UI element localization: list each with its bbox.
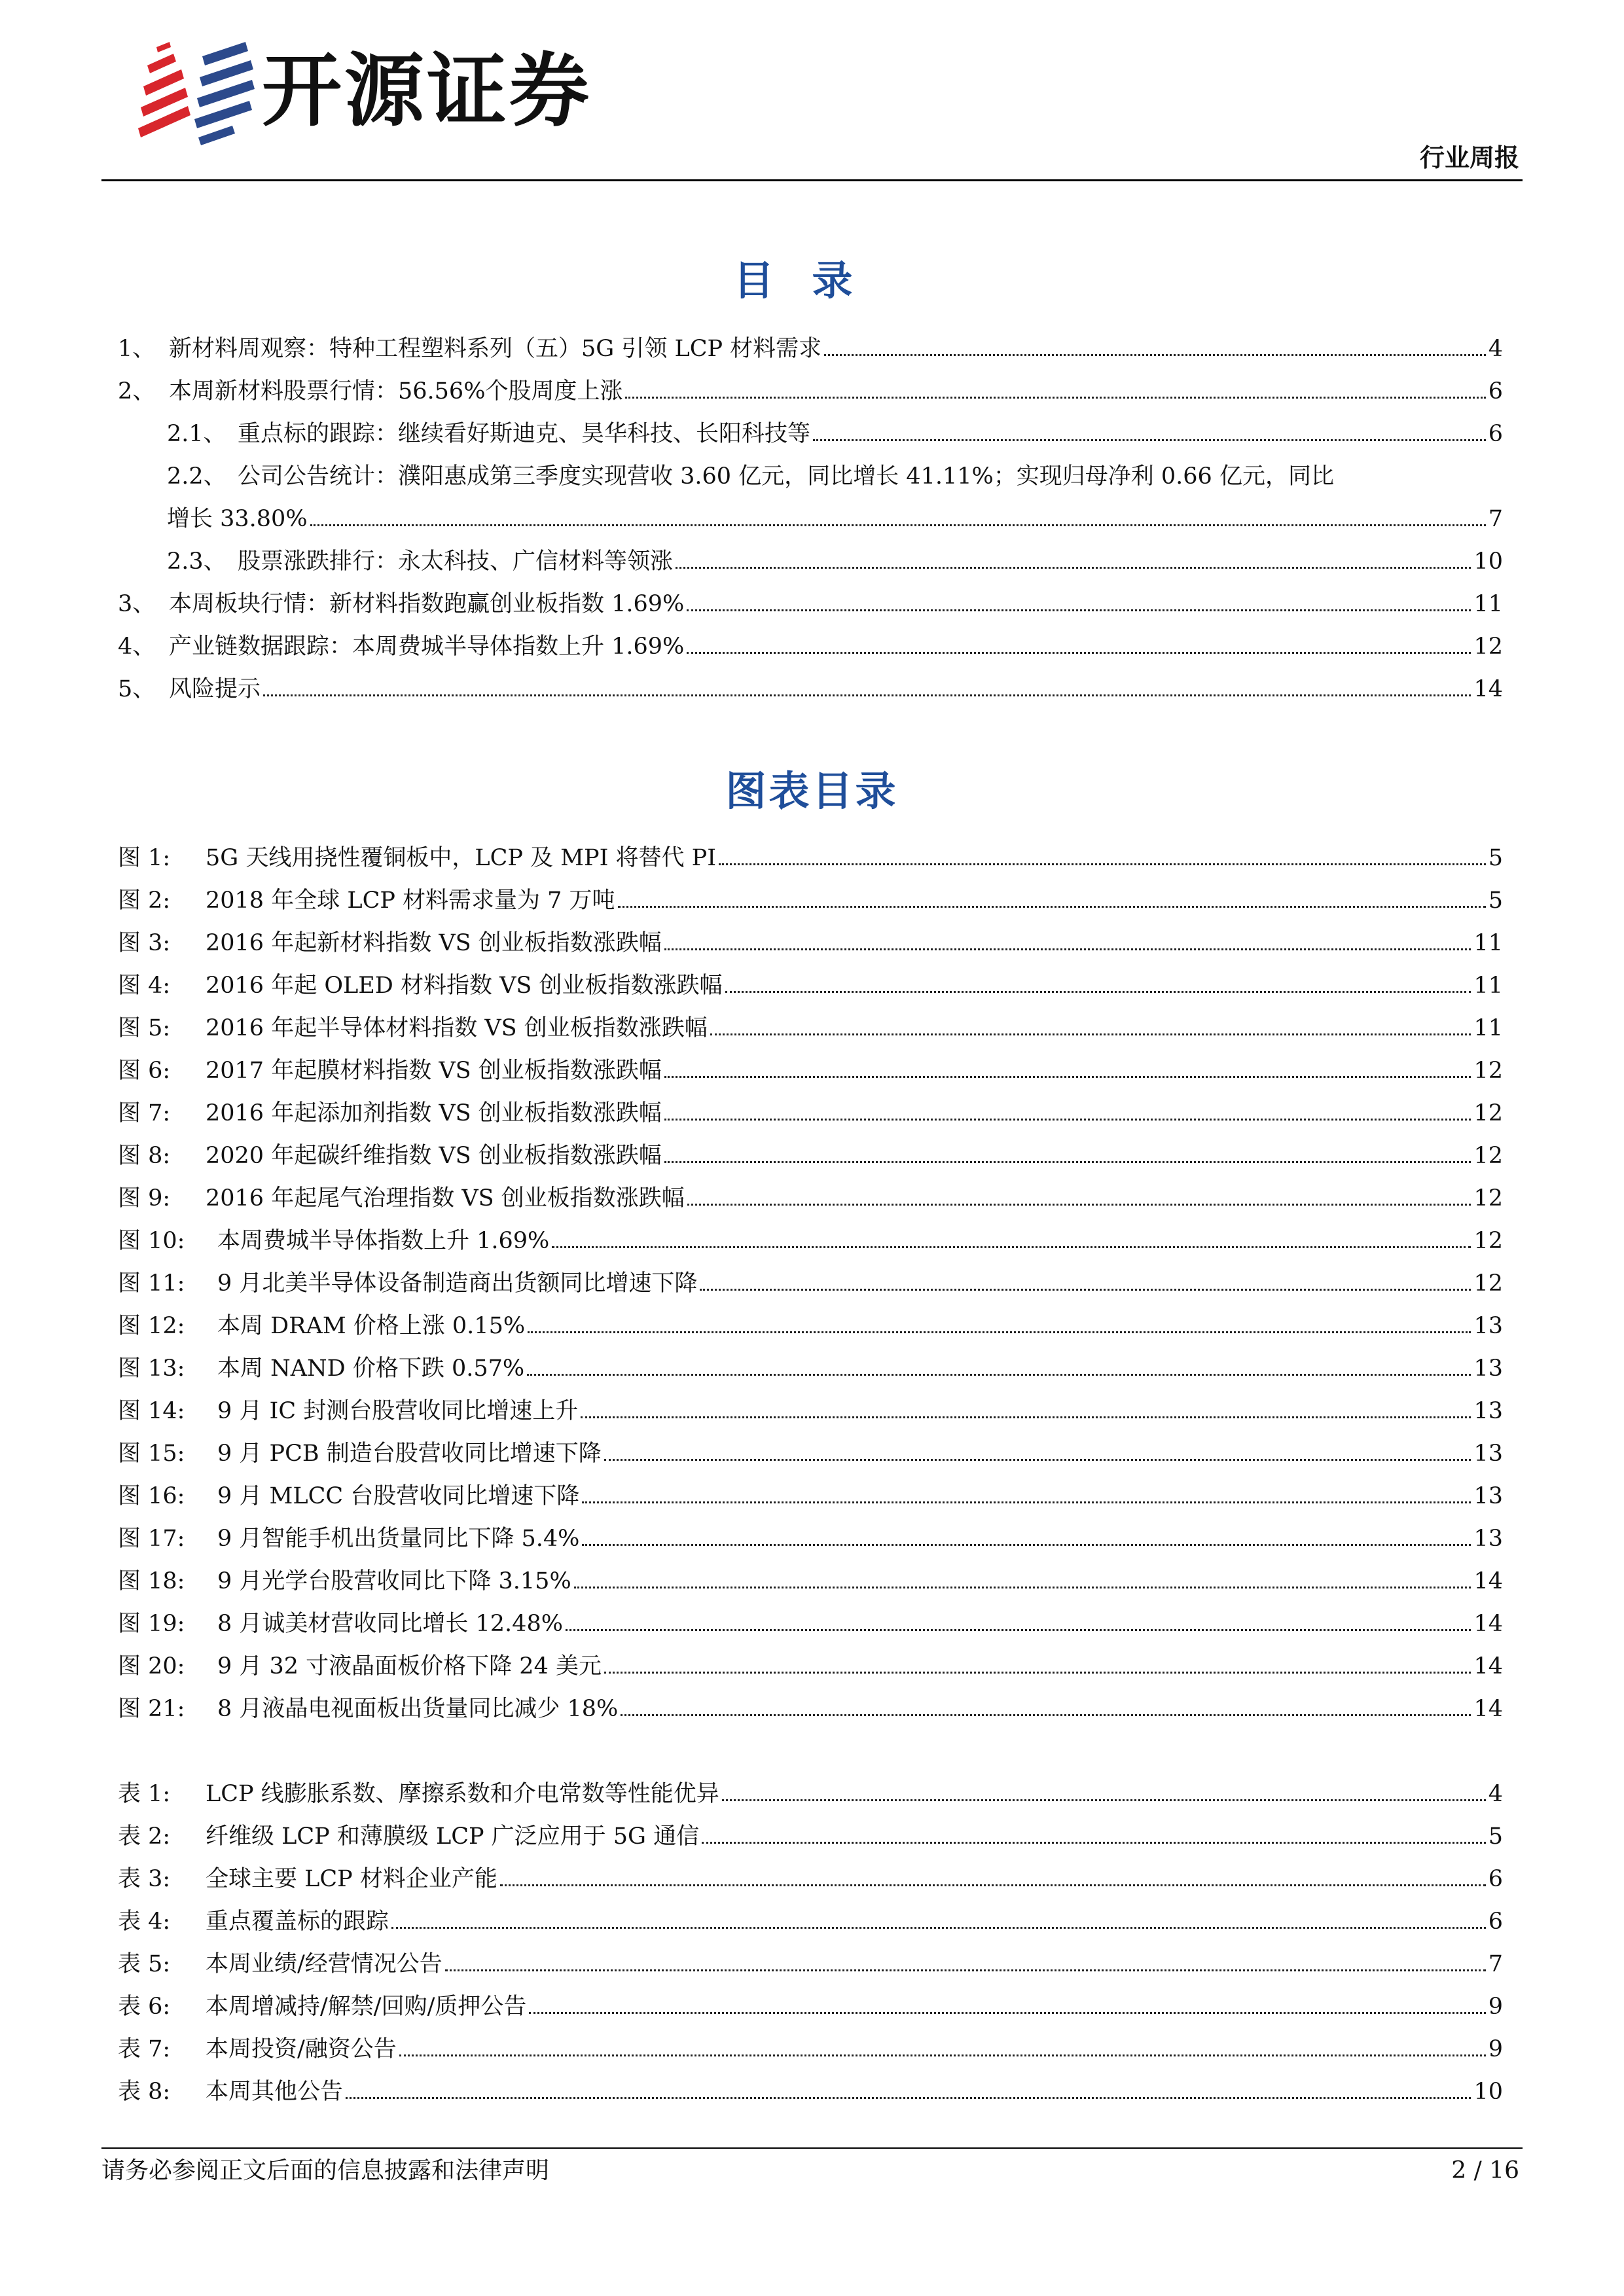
figure-number: 图 9: bbox=[118, 1185, 171, 1211]
figure-entry[interactable] bbox=[118, 1695, 1503, 1723]
figure-caption: 本周 DRAM 价格上涨 0.15% bbox=[217, 1313, 526, 1339]
figure-page: 14 bbox=[1473, 1653, 1503, 1679]
table-entry[interactable] bbox=[118, 1993, 1503, 2020]
figure-entry[interactable] bbox=[118, 972, 1503, 999]
table-entry[interactable] bbox=[118, 1950, 1503, 1978]
dot-leader bbox=[582, 1501, 1471, 1503]
dot-leader bbox=[399, 2054, 1486, 2056]
table-caption: 本周其他公告 bbox=[206, 2079, 344, 2105]
toc-entry[interactable] bbox=[118, 675, 1503, 703]
table-caption: 本周增减持/解禁/回购/质押公告 bbox=[206, 1994, 527, 2020]
dot-leader bbox=[263, 694, 1471, 696]
figure-page: 12 bbox=[1473, 1270, 1503, 1297]
figure-page: 13 bbox=[1473, 1526, 1503, 1552]
table-caption: 重点覆盖标的跟踪 bbox=[206, 1909, 389, 1935]
table-number: 表 6: bbox=[118, 1994, 171, 2020]
dot-leader bbox=[700, 1288, 1471, 1291]
figure-number: 图 14: bbox=[118, 1398, 185, 1424]
dot-leader bbox=[604, 1458, 1471, 1461]
figure-entry[interactable] bbox=[118, 929, 1503, 957]
figures-list-title: 图表目录 bbox=[725, 767, 899, 815]
dot-leader bbox=[687, 609, 1471, 611]
figure-page: 14 bbox=[1473, 1611, 1503, 1637]
table-caption: 全球主要 LCP 材料企业产能 bbox=[206, 1866, 497, 1892]
figure-caption: 2016 年起添加剂指数 VS 创业板指数涨跌幅 bbox=[206, 1100, 662, 1126]
figure-page: 14 bbox=[1473, 1696, 1503, 1722]
toc-entry-page: 14 bbox=[1473, 676, 1503, 702]
toc-entry[interactable] bbox=[118, 378, 1503, 405]
figure-number: 图 8: bbox=[118, 1143, 171, 1169]
toc-entry-number: 3、 bbox=[118, 591, 156, 617]
toc-entry[interactable] bbox=[118, 633, 1503, 660]
toc-entry-text: 本周板块行情：新材料指数跑赢创业板指数 1.69% bbox=[169, 591, 685, 617]
figure-page: 14 bbox=[1473, 1568, 1503, 1594]
figure-entry[interactable] bbox=[118, 1270, 1503, 1297]
figure-number: 图 11: bbox=[118, 1270, 185, 1297]
toc-entry-text-continued: 增长 33.80% bbox=[167, 506, 308, 532]
document-type-label: 行业周报 bbox=[1419, 143, 1519, 172]
dot-leader bbox=[310, 524, 1486, 526]
dot-leader bbox=[664, 1118, 1471, 1121]
dot-leader bbox=[719, 863, 1486, 865]
toc-entry-page: 12 bbox=[1473, 634, 1503, 660]
dot-leader bbox=[621, 1713, 1471, 1716]
figure-page: 12 bbox=[1473, 1185, 1503, 1211]
figure-number: 图 20: bbox=[118, 1653, 185, 1679]
toc-entry-number: 2.2、 bbox=[167, 463, 226, 490]
dot-leader bbox=[687, 1203, 1471, 1206]
figure-caption: 5G 天线用挠性覆铜板中，LCP 及 MPI 将替代 PI bbox=[206, 845, 717, 871]
table-page: 4 bbox=[1488, 1781, 1503, 1807]
figure-page: 13 bbox=[1473, 1483, 1503, 1509]
toc-entry-page: 7 bbox=[1488, 506, 1503, 532]
figure-caption: 本周 NAND 价格下跌 0.57% bbox=[217, 1355, 525, 1382]
table-entry[interactable] bbox=[118, 2036, 1503, 2063]
dot-leader bbox=[604, 1671, 1471, 1674]
dot-leader bbox=[702, 1841, 1486, 1844]
figure-page: 13 bbox=[1473, 1313, 1503, 1339]
figure-caption: 2016 年起 OLED 材料指数 VS 创业板指数涨跌幅 bbox=[206, 973, 723, 999]
figure-page: 11 bbox=[1473, 930, 1503, 956]
header-divider bbox=[101, 179, 1523, 181]
toc-entry-page: 10 bbox=[1473, 548, 1503, 575]
figure-entry[interactable] bbox=[118, 844, 1503, 872]
company-logo-icon bbox=[134, 39, 265, 151]
toc-entry-number: 4、 bbox=[118, 634, 156, 660]
toc-entry-page: 6 bbox=[1488, 378, 1503, 404]
brand-name: 开源证券 bbox=[262, 45, 592, 137]
figure-entry[interactable] bbox=[118, 1397, 1503, 1425]
dot-leader bbox=[725, 990, 1471, 993]
figure-caption: 9 月 PCB 制造台股营收同比增速下降 bbox=[217, 1441, 602, 1467]
dot-leader bbox=[391, 1926, 1486, 1929]
figure-entry[interactable] bbox=[118, 1355, 1503, 1382]
figure-number: 图 18: bbox=[118, 1568, 185, 1594]
figure-entry[interactable] bbox=[118, 1312, 1503, 1340]
figure-caption: 9 月 IC 封测台股营收同比增速上升 bbox=[217, 1398, 579, 1424]
figure-entry[interactable] bbox=[118, 1610, 1503, 1638]
figure-page: 12 bbox=[1473, 1058, 1503, 1084]
figure-number: 图 16: bbox=[118, 1483, 185, 1509]
table-number: 表 2: bbox=[118, 1823, 171, 1850]
figure-entry[interactable] bbox=[118, 1185, 1503, 1212]
figure-caption: 9 月 32 寸液晶面板价格下降 24 美元 bbox=[217, 1653, 602, 1679]
table-page: 9 bbox=[1488, 2036, 1503, 2062]
table-number: 表 5: bbox=[118, 1951, 171, 1977]
table-page: 10 bbox=[1473, 2079, 1503, 2105]
table-page: 6 bbox=[1488, 1909, 1503, 1935]
dot-leader bbox=[676, 566, 1471, 569]
table-entry[interactable] bbox=[118, 1908, 1503, 1935]
figure-number: 图 10: bbox=[118, 1228, 185, 1254]
dot-leader bbox=[625, 396, 1485, 399]
figure-entry[interactable] bbox=[118, 1440, 1503, 1467]
figure-entry[interactable] bbox=[118, 1525, 1503, 1552]
table-number: 表 3: bbox=[118, 1866, 171, 1892]
dot-leader bbox=[529, 2011, 1485, 2014]
toc-entry[interactable] bbox=[167, 548, 1503, 575]
figure-number: 图 6: bbox=[118, 1058, 171, 1084]
toc-title: 目录 bbox=[733, 257, 891, 304]
dot-leader bbox=[527, 1373, 1471, 1376]
figure-page: 13 bbox=[1473, 1398, 1503, 1424]
dot-leader bbox=[722, 1799, 1486, 1801]
table-entry[interactable] bbox=[118, 1865, 1503, 1893]
figure-caption: 2016 年起半导体材料指数 VS 创业板指数涨跌幅 bbox=[206, 1015, 708, 1041]
figure-number: 图 4: bbox=[118, 973, 171, 999]
dot-leader bbox=[664, 948, 1471, 950]
toc-entry-number: 2.1、 bbox=[167, 421, 226, 447]
disclaimer-note: 请务必参阅正文后面的信息披露和法律声明 bbox=[101, 2157, 550, 2184]
figure-caption: 8 月液晶电视面板出货量同比减少 18% bbox=[217, 1696, 619, 1722]
toc-entry[interactable] bbox=[167, 463, 1503, 490]
toc-entry-text: 新材料周观察：特种工程塑料系列（五）5G 引领 LCP 材料需求 bbox=[169, 336, 822, 362]
toc-entry[interactable] bbox=[167, 420, 1503, 448]
toc-entry-text: 公司公告统计：濮阳惠成第三季度实现营收 3.60 亿元，同比增长 41.11%；实现归母净利 0.66 亿元，同比 bbox=[238, 463, 1334, 490]
toc-entry-page: 4 bbox=[1488, 336, 1503, 362]
dot-leader bbox=[824, 353, 1486, 356]
toc-entry-continuation[interactable] bbox=[167, 505, 1503, 533]
table-page: 6 bbox=[1488, 1866, 1503, 1892]
toc-entry-text: 重点标的跟踪：继续看好斯迪克、昊华科技、长阳科技等 bbox=[238, 421, 811, 447]
figure-number: 图 17: bbox=[118, 1526, 185, 1552]
figure-caption: 2018 年全球 LCP 材料需求量为 7 万吨 bbox=[206, 888, 615, 914]
figure-entry[interactable] bbox=[118, 1057, 1503, 1085]
figure-number: 图 5: bbox=[118, 1015, 171, 1041]
figure-caption: 9 月智能手机出货量同比下降 5.4% bbox=[217, 1526, 580, 1552]
table-caption: 纤维级 LCP 和薄膜级 LCP 广泛应用于 5G 通信 bbox=[206, 1823, 700, 1850]
figure-entry[interactable] bbox=[118, 1482, 1503, 1510]
figure-caption: 2020 年起碳纤维指数 VS 创业板指数涨跌幅 bbox=[206, 1143, 662, 1169]
table-page: 9 bbox=[1488, 1994, 1503, 2020]
figure-entry[interactable] bbox=[118, 1227, 1503, 1255]
toc-entry-number: 5、 bbox=[118, 676, 156, 702]
figure-number: 图 7: bbox=[118, 1100, 171, 1126]
dot-leader bbox=[813, 439, 1486, 441]
page-header bbox=[0, 0, 1624, 183]
figure-entry[interactable] bbox=[118, 1014, 1503, 1042]
figure-entry[interactable] bbox=[118, 1142, 1503, 1170]
figure-page: 5 bbox=[1488, 888, 1503, 914]
figure-number: 图 21: bbox=[118, 1696, 185, 1722]
table-number: 表 1: bbox=[118, 1781, 171, 1807]
figure-page: 11 bbox=[1473, 973, 1503, 999]
table-entry[interactable] bbox=[118, 1780, 1503, 1808]
toc-entry-number: 2.3、 bbox=[167, 548, 226, 575]
table-caption: 本周业绩/经营情况公告 bbox=[206, 1951, 442, 1977]
table-page: 7 bbox=[1488, 1951, 1503, 1977]
toc-entry-text: 产业链数据跟踪：本周费城半导体指数上升 1.69% bbox=[169, 634, 685, 660]
figure-caption: 2016 年起尾气治理指数 VS 创业板指数涨跌幅 bbox=[206, 1185, 685, 1211]
figure-caption: 2016 年起新材料指数 VS 创业板指数涨跌幅 bbox=[206, 930, 662, 956]
table-number: 表 7: bbox=[118, 2036, 171, 2062]
table-number: 表 8: bbox=[118, 2079, 171, 2105]
figure-entry[interactable] bbox=[118, 1100, 1503, 1127]
table-entry[interactable] bbox=[118, 1823, 1503, 1850]
footer-divider bbox=[101, 2147, 1523, 2149]
dot-leader bbox=[582, 1543, 1471, 1546]
toc-entry-text: 本周新材料股票行情：56.56%个股周度上涨 bbox=[169, 378, 623, 404]
dot-leader bbox=[528, 1331, 1471, 1333]
figure-caption: 2017 年起膜材料指数 VS 创业板指数涨跌幅 bbox=[206, 1058, 662, 1084]
dot-leader bbox=[566, 1628, 1471, 1631]
figure-page: 13 bbox=[1473, 1355, 1503, 1382]
figure-entry[interactable] bbox=[118, 887, 1503, 914]
toc-entry-number: 2、 bbox=[118, 378, 156, 404]
table-caption: LCP 线膨胀系数、摩擦系数和介电常数等性能优异 bbox=[206, 1781, 719, 1807]
figure-number: 图 13: bbox=[118, 1355, 185, 1382]
dot-leader bbox=[581, 1416, 1471, 1418]
figure-page: 12 bbox=[1473, 1100, 1503, 1126]
figure-entry[interactable] bbox=[118, 1568, 1503, 1595]
dot-leader bbox=[346, 2096, 1471, 2099]
toc-entry-page: 6 bbox=[1488, 421, 1503, 447]
toc-entry[interactable] bbox=[118, 590, 1503, 618]
figure-number: 图 3: bbox=[118, 930, 171, 956]
dot-leader bbox=[664, 1160, 1471, 1163]
figure-number: 图 12: bbox=[118, 1313, 185, 1339]
dot-leader bbox=[618, 905, 1486, 908]
toc-entry[interactable] bbox=[118, 335, 1503, 363]
figure-page: 5 bbox=[1488, 845, 1503, 871]
figure-entry[interactable] bbox=[118, 1653, 1503, 1680]
figure-page: 13 bbox=[1473, 1441, 1503, 1467]
page-indicator: 2 / 16 bbox=[1451, 2157, 1519, 2184]
table-caption: 本周投资/融资公告 bbox=[206, 2036, 397, 2062]
figure-caption: 本周费城半导体指数上升 1.69% bbox=[217, 1228, 550, 1254]
figure-page: 11 bbox=[1473, 1015, 1503, 1041]
toc-entry-text: 股票涨跌排行：永太科技、广信材料等领涨 bbox=[238, 548, 674, 575]
toc-entry-page: 11 bbox=[1473, 591, 1503, 617]
figure-number: 图 2: bbox=[118, 888, 171, 914]
dot-leader bbox=[710, 1033, 1471, 1035]
table-number: 表 4: bbox=[118, 1909, 171, 1935]
figure-number: 图 19: bbox=[118, 1611, 185, 1637]
dot-leader bbox=[687, 651, 1471, 654]
figure-caption: 9 月北美半导体设备制造商出货额同比增速下降 bbox=[217, 1270, 698, 1297]
figure-page: 12 bbox=[1473, 1143, 1503, 1169]
figure-caption: 8 月诚美材营收同比增长 12.48% bbox=[217, 1611, 563, 1637]
figure-number: 图 1: bbox=[118, 845, 171, 871]
toc-entry-text: 风险提示 bbox=[169, 676, 261, 702]
table-page: 5 bbox=[1488, 1823, 1503, 1850]
figure-page: 12 bbox=[1473, 1228, 1503, 1254]
dot-leader bbox=[574, 1586, 1471, 1588]
toc-entry-number: 1、 bbox=[118, 336, 156, 362]
dot-leader bbox=[664, 1075, 1471, 1078]
figure-caption: 9 月光学台股营收同比下降 3.15% bbox=[217, 1568, 571, 1594]
dot-leader bbox=[445, 1969, 1486, 1971]
figure-caption: 9 月 MLCC 台股营收同比增速下降 bbox=[217, 1483, 580, 1509]
dot-leader bbox=[500, 1884, 1486, 1886]
dot-leader bbox=[552, 1246, 1471, 1248]
figure-number: 图 15: bbox=[118, 1441, 185, 1467]
table-entry[interactable] bbox=[118, 2078, 1503, 2106]
